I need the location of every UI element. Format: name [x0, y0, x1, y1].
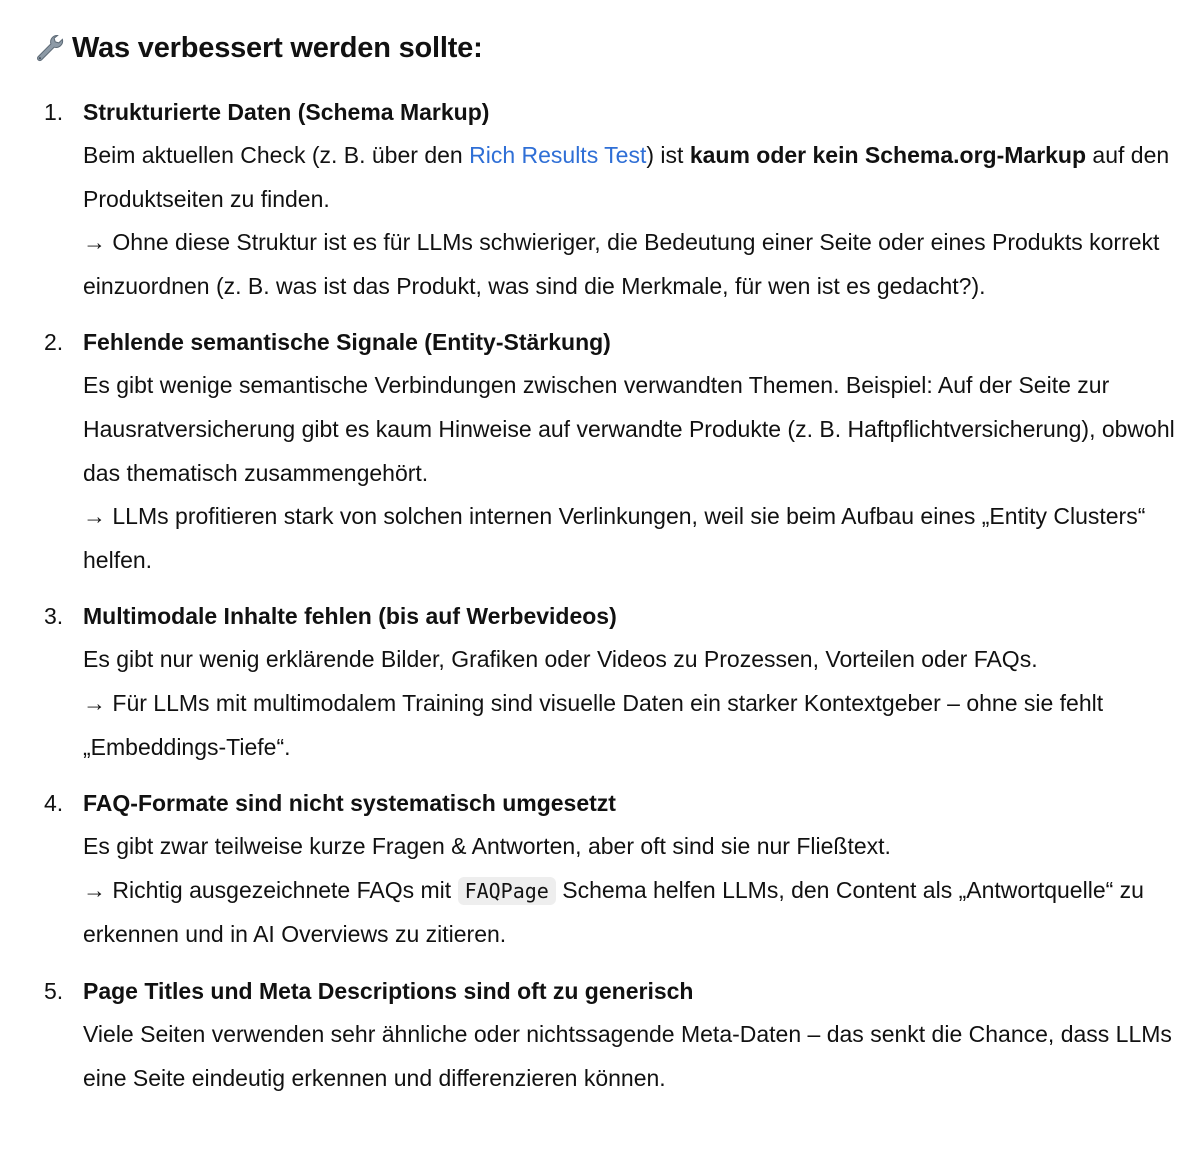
item-title: FAQ-Formate sind nicht systematisch umgesetzt [83, 790, 616, 817]
item-paragraph: Es gibt wenige semantische Verbindungen zwischen verwandten Themen. Beispiel: Auf der Seite zur Hausratversicherung gibt es kaum Hinweise auf verwandte Produkte (z. B. Haftpflichtversicherung), obwohl das thematisch zusammengehört. [83, 372, 1175, 486]
item-number: 2. [44, 329, 64, 356]
item-title: Fehlende semantische Signale (Entity-Stärkung) [83, 329, 611, 356]
item-paragraph: Es gibt nur wenig erklärende Bilder, Grafiken oder Videos zu Prozessen, Vorteilen oder FAQs. [83, 646, 1038, 673]
list-item [0, 781, 1200, 957]
item-number: 1. [44, 99, 64, 125]
text-run: → Richtig ausgezeichnete FAQs mit [83, 876, 458, 903]
heading-text: Was verbessert werden sollte: [72, 31, 483, 64]
list-item [0, 320, 1200, 582]
issues-list [0, 90, 1200, 1100]
item-title: Strukturierte Daten (Schema Markup) [83, 99, 490, 125]
item-paragraph: → Ohne diese Struktur ist es für LLMs schwieriger, die Bedeutung einer Seite oder eines Produkts korrekt einzuordnen (z. B. was ist das Produkt, was sind die Merkmale, für wen ist es gedacht?). [83, 229, 1160, 299]
item-number: 3. [44, 603, 64, 630]
emphasis-text: kaum oder kein Schema.org-Markup [689, 142, 1087, 168]
item-title: Multimodale Inhalte fehlen (bis auf Werbevideos) [83, 603, 617, 630]
list-item [0, 969, 1200, 1100]
text-run: Schema helfen LLMs, den Content als „Antwortquelle“ zu erkennen und in AI Overviews zu zitieren. [83, 876, 1144, 948]
wrench-icon [32, 31, 66, 65]
list-item [0, 90, 1200, 308]
item-paragraph [83, 869, 1184, 957]
text-run: ) ist [646, 142, 690, 168]
item-number: 4. [44, 790, 64, 817]
item-paragraph: → Für LLMs mit multimodalem Training sind visuelle Daten ein starker Kontextgeber – ohne sie fehlt „Embeddings-Tiefe“. [83, 689, 1104, 760]
section-heading [32, 28, 1200, 68]
item-number: 5. [44, 977, 64, 1004]
item-title: Page Titles und Meta Descriptions sind oft zu generisch [83, 977, 694, 1004]
faqpage-code: FAQPage [458, 877, 556, 905]
item-paragraph [83, 134, 1184, 221]
list-item [0, 594, 1200, 769]
item-paragraph: Es gibt zwar teilweise kurze Fragen & Antworten, aber oft sind sie nur Fließtext. [83, 833, 891, 860]
item-paragraph: Viele Seiten verwenden sehr ähnliche oder nichtssagende Meta-Daten – das senkt die Chance, dass LLMs eine Seite eindeutig erkennen und differenzieren können. [83, 1020, 1172, 1091]
text-run: auf den Produktseiten zu finden. [83, 142, 1170, 212]
text-run: Beim aktuellen Check (z. B. über den [83, 142, 470, 168]
item-paragraph: → LLMs profitieren stark von solchen internen Verlinkungen, weil sie beim Aufbau eines „Entity Clusters“ helfen. [83, 503, 1146, 573]
rich-results-test-link[interactable]: Rich Results Test [469, 142, 647, 168]
